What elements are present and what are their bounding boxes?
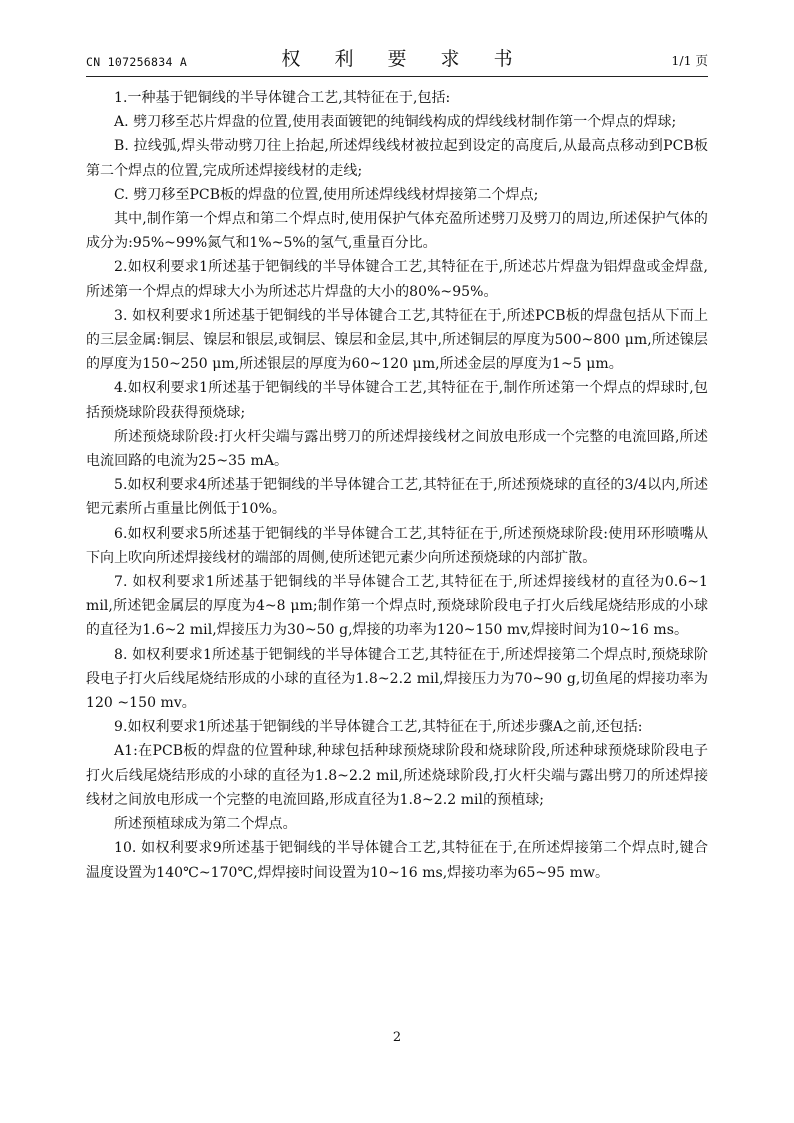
claim-1-step-a: A. 劈刀移至芯片焊盘的位置,使用表面镀钯的纯铜线构成的焊线线材制作第一个焊点的焊球; xyxy=(114,114,677,131)
claim-4: 4.如权利要求1所述基于钯铜线的半导体键合工艺,其特征在于,制作所述第一个焊点的焊球时,包括预烧球阶段获得预烧球; xyxy=(86,380,708,421)
document-title: 权 利 要 求 书 xyxy=(281,48,527,70)
claim-9-step-a1: A1:在PCB板的焊盘的位置种球,种球包括种球预烧球阶段和烧球阶段,所述种球预烧球阶段电子打火后线尾烧结形成的小球的直径为1.8~2.2 mil,所述烧球阶段,打火杆尖端与露出劈刀的所述焊接线材之间放电形成一个完整的电流回路,形成直径为1.8~2.2 mil的预植球; xyxy=(86,743,708,808)
claim-7: 7. 如权利要求1所述基于钯铜线的半导体键合工艺,其特征在于,所述焊接线材的直径为0.6~1 mil,所述钯金属层的厚度为4~8 μm;制作第一个焊点时,预烧球阶段电子打火后线尾烧结形成的小球的直径为1.6~2 mil,焊接压力为30~50 g,焊接的功率为120~150 mv,焊接时间为10~16 ms。 xyxy=(86,574,708,639)
claim-6: 6.如权利要求5所述基于钯铜线的半导体键合工艺,其特征在于,所述预烧球阶段:使用环形喷嘴从下向上吹向所述焊接线材的端部的周侧,使所述钯元素少向所述预烧球的内部扩散。 xyxy=(86,525,708,566)
page-count: 1/1 页 xyxy=(671,53,708,68)
claim-5: 5.如权利要求4所述基于钯铜线的半导体键合工艺,其特征在于,所述预烧球的直径的3/4以内,所述钯元素所占重量比例低于10%。 xyxy=(86,477,708,518)
claim-1-step-c: C. 劈刀移至PCB板的焊盘的位置,使用所述焊线线材焊接第二个焊点; xyxy=(114,186,539,203)
page-header xyxy=(86,46,708,77)
claim-2: 2.如权利要求1所述基于钯铜线的半导体键合工艺,其特征在于,所述芯片焊盘为铝焊盘或金焊盘,所述第一个焊点的焊球大小为所述芯片焊盘的大小的80%~95%。 xyxy=(86,259,708,300)
page-number: 2 xyxy=(392,1030,402,1045)
claim-8: 8. 如权利要求1所述基于钯铜线的半导体键合工艺,其特征在于,所述焊接第二个焊点时,预烧球阶段电子打火后线尾烧结形成的小球的直径为1.8~2.2 mil,焊接压力为70~90 g,切鱼尾的焊接功率为120 ~150 mv。 xyxy=(86,646,708,712)
claims-body xyxy=(86,86,708,885)
publication-number: CN 107256834 A xyxy=(86,55,188,69)
claim-4-preburn-stage: 所述预烧球阶段:打火杆尖端与露出劈刀的所述焊接线材之间放电形成一个完整的电流回路,所述电流回路的电流为25~35 mA。 xyxy=(86,428,708,470)
claim-1-protective-gas: 其中,制作第一个焊点和第二个焊点时,使用保护气体充盈所述劈刀及劈刀的周边,所述保护气体的成分为:95%~99%氮气和1%~5%的氢气,重量百分比。 xyxy=(86,211,708,252)
claim-1-intro: 1.一种基于钯铜线的半导体键合工艺,其特征在于,包括: xyxy=(114,90,451,106)
claim-9-preplanted-ball: 所述预植球成为第二个焊点。 xyxy=(114,816,297,833)
claim-9: 9.如权利要求1所述基于钯铜线的半导体键合工艺,其特征在于,所述步骤A之前,还包括: xyxy=(114,719,643,736)
claim-1-step-b: B. 拉线弧,焊头带动劈刀往上抬起,所述焊线线材被拉起到设定的高度后,从最高点移动到PCB板第二个焊点的位置,完成所述焊接线材的走线; xyxy=(86,138,708,179)
claim-10: 10. 如权利要求9所述基于钯铜线的半导体键合工艺,其特征在于,在所述焊接第二个焊点时,键合温度设置为140℃~170℃,焊焊接时间设置为10~16 ms,焊接功率为65~95 mw。 xyxy=(86,840,708,881)
claim-3: 3. 如权利要求1所述基于钯铜线的半导体键合工艺,其特征在于,所述PCB板的焊盘包括从下而上的三层金属:铜层、镍层和银层,或铜层、镍层和金层,其中,所述铜层的厚度为500~800 μm,所述镍层的厚度为150~250 μm,所述银层的厚度为60~120 μm,所述金层的厚度为1~5 μm。 xyxy=(86,307,708,373)
